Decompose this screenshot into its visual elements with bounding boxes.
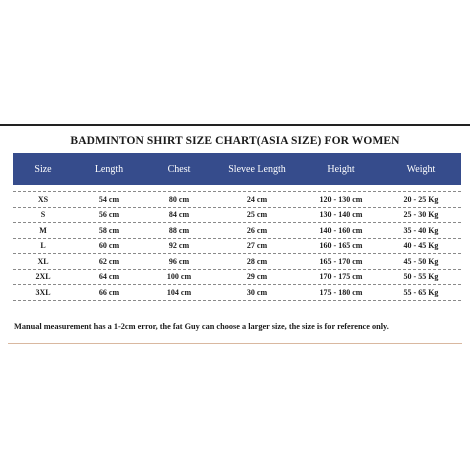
cell-height: 170 - 175 cm [319, 272, 363, 282]
cell-length: 60 cm [98, 241, 120, 251]
cell-weight: 20 - 25 Kg [403, 194, 439, 204]
table-header [13, 153, 461, 185]
size-table-body [13, 191, 461, 301]
table-row [13, 285, 461, 300]
cell-sleeve-length: 29 cm [246, 272, 268, 282]
cell-sleeve-length: 28 cm [246, 256, 268, 266]
table-row [13, 270, 461, 285]
cell-sleeve-length: 30 cm [246, 287, 268, 297]
cell-length: 58 cm [98, 225, 120, 235]
cell-weight: 25 - 30 Kg [403, 210, 439, 220]
cell-length: 62 cm [98, 256, 120, 266]
cell-size: 3XL [35, 287, 51, 297]
cell-height: 165 - 170 cm [319, 256, 363, 266]
cell-weight: 40 - 45 Kg [403, 241, 439, 251]
cell-chest: 104 cm [166, 287, 192, 297]
cell-chest: 96 cm [168, 256, 190, 266]
chart-title: BADMINTON SHIRT SIZE CHART(ASIA SIZE) FOR WOMEN [70, 135, 400, 147]
cell-height: 175 - 180 cm [319, 287, 363, 297]
measurement-note: Manual measurement has a 1-2cm error, the fat Guy can choose a larger size, the size is for reference only. [14, 322, 389, 331]
cell-chest: 88 cm [168, 225, 190, 235]
cell-size: 2XL [35, 272, 51, 282]
bottom-divider [8, 343, 462, 344]
cell-size: M [39, 225, 47, 235]
cell-height: 130 - 140 cm [319, 210, 363, 220]
cell-weight: 50 - 55 Kg [403, 272, 439, 282]
table-row [13, 208, 461, 223]
cell-size: S [40, 210, 46, 220]
cell-height: 120 - 130 cm [319, 194, 363, 204]
cell-chest: 100 cm [166, 272, 192, 282]
table-row [13, 192, 461, 207]
cell-height: 160 - 165 cm [319, 241, 363, 251]
cell-sleeve-length: 24 cm [246, 194, 268, 204]
table-row [13, 239, 461, 254]
header-length: Length [94, 163, 124, 175]
table-row [13, 254, 461, 269]
cell-length: 56 cm [98, 210, 120, 220]
cell-size: L [40, 241, 46, 251]
cell-sleeve-length: 25 cm [246, 210, 268, 220]
cell-chest: 80 cm [168, 194, 190, 204]
table-row [13, 223, 461, 238]
header-sleeve-length: Slevee Length [228, 163, 286, 175]
cell-sleeve-length: 27 cm [246, 241, 268, 251]
header-chest: Chest [167, 163, 191, 175]
header-weight: Weight [406, 163, 436, 175]
cell-length: 64 cm [98, 272, 120, 282]
cell-weight: 35 - 40 Kg [403, 225, 439, 235]
header-height: Height [327, 163, 355, 175]
cell-sleeve-length: 26 cm [246, 225, 268, 235]
cell-length: 54 cm [98, 194, 120, 204]
cell-height: 140 - 160 cm [319, 225, 363, 235]
top-divider [0, 124, 470, 126]
cell-chest: 84 cm [168, 210, 190, 220]
cell-length: 66 cm [98, 287, 120, 297]
header-size: Size [34, 163, 52, 175]
row-divider [13, 300, 461, 301]
cell-size: XL [37, 256, 49, 266]
cell-chest: 92 cm [168, 241, 190, 251]
cell-size: XS [37, 194, 49, 204]
cell-weight: 55 - 65 Kg [403, 287, 439, 297]
cell-weight: 45 - 50 Kg [403, 256, 439, 266]
